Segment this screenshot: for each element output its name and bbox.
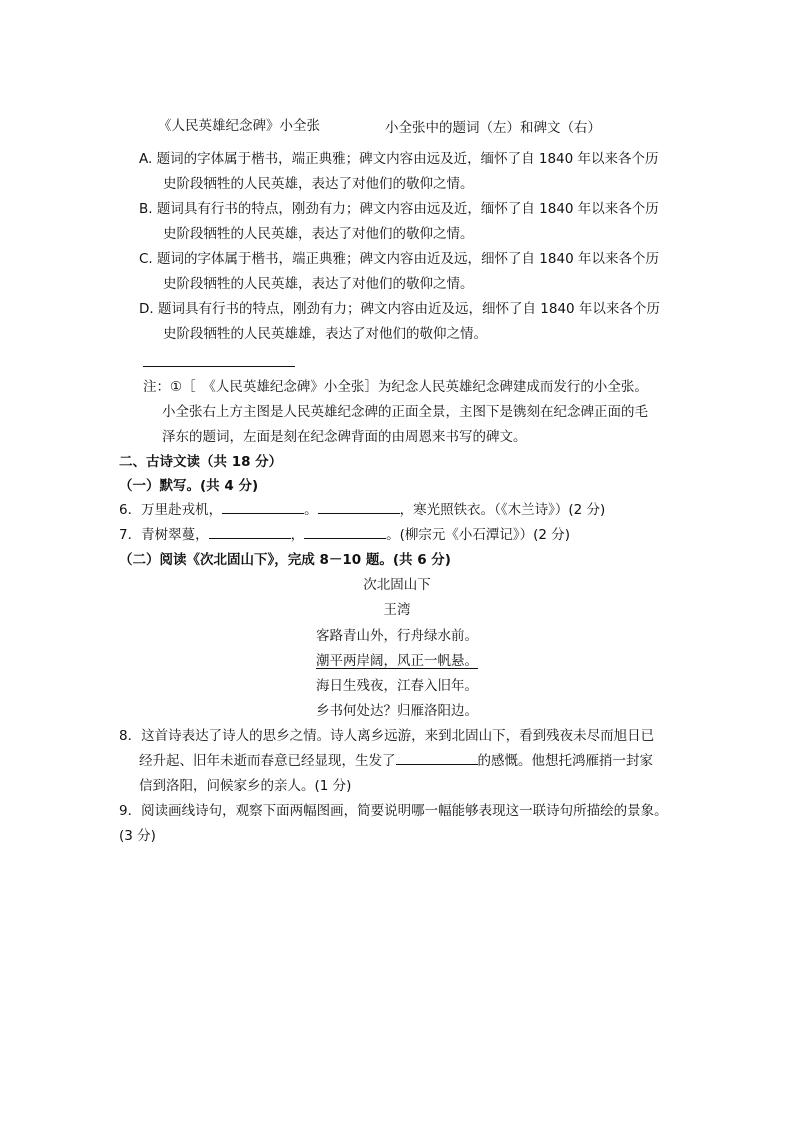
q8-prefix: 经升起、旧年未逝而春意已经显现，生发了 [139, 753, 396, 769]
caption-left: 《人民英雄纪念碑》小全张 [158, 118, 320, 134]
footnote-line-2: 小全张右上方主图是人民英雄纪念碑的正面全景，主图下是镌刻在纪念碑正面的毛 [162, 404, 648, 420]
q7-prefix: 7．青树翠蔓， [119, 527, 209, 543]
option-text: 题词具有行书的特点，刚劲有力；碑文内容由近及远，细怀了自 1840 年以来各个历 [157, 301, 660, 317]
option-text: 题词的字体属于楷书，端正典雅；碑文内容由近及远，细怀了自 1840 年以来各个历 [157, 251, 659, 267]
q7-blank-2[interactable] [304, 524, 386, 539]
option-text: 题词具有行书的特点，刚劲有力；碑文内容由远及近，缅怀了自 1840 年以来各个历 [156, 201, 659, 217]
option-text-cont: 史阶段牺牲的人民英雄，表达了对他们的敬仰之情。 [163, 176, 474, 192]
poem-line-1: 客路青山外，行舟绿水前。 [316, 628, 478, 644]
subsection-heading-dictation: （一）默写。(共 4 分) [119, 478, 259, 494]
question-7 [119, 523, 570, 543]
footnote-divider [143, 366, 295, 367]
q8-blank[interactable] [396, 750, 478, 765]
footnote-line-3: 泽东的题词，左面是刻在纪念碑背面的由周恩来书写的碑文。 [162, 429, 527, 445]
q6-suffix: ，寒光照铁衣。（《木兰诗》）(2 分) [399, 502, 606, 518]
subsection-heading-poem: （二）阅读《次北固山下》，完成 8－10 题。(共 6 分) [119, 552, 451, 568]
poem-author: 王湾 [383, 602, 411, 618]
q7-blank-1[interactable] [209, 524, 291, 539]
poem-line-4: 乡书何处达？归雁洛阳边。 [316, 703, 478, 719]
option-label: B. [139, 201, 153, 217]
question-9-line-1: 9．阅读画线诗句，观察下面两幅图画，简要说明哪一幅能够表现这一联诗句所描绘的景象。 [119, 803, 668, 819]
option-text-cont: 史阶段牺牲的人民英雄雄，表达了对他们的敬仰之情。 [163, 326, 487, 342]
poem-line-3: 海日生残夜，江春入旧年。 [316, 678, 478, 694]
option-d [139, 297, 660, 347]
poem-title: 次北固山下 [363, 577, 431, 593]
q8-suffix: 的感慨。他想托鸿雁捎一封家 [477, 753, 653, 769]
option-a [139, 147, 659, 197]
option-label: D. [139, 301, 154, 317]
footnote-line-1: 注：①［ 《人民英雄纪念碑》小全张］为纪念人民英雄纪念碑建成而发行的小全张。 [143, 379, 648, 395]
option-label: A. [139, 151, 153, 167]
poem-line-2-underlined [0, 649, 794, 669]
option-b [139, 197, 659, 247]
option-text-cont: 史阶段牺牲的人民英雄，表达了对他们的敬仰之情。 [163, 276, 474, 292]
q6-mid: 。 [304, 502, 318, 518]
poem-line-2-text: 潮平两岸阔，风正一帆悬。 [316, 653, 478, 669]
question-8-line-2 [139, 749, 653, 769]
option-label: C. [139, 251, 153, 267]
q7-suffix: 。(柳宗元《小石潭记》）(2 分) [386, 527, 571, 543]
question-6 [119, 498, 605, 518]
caption-right: 小全张中的题词（左）和碑文（右） [385, 120, 601, 136]
question-9-line-2: (3 分) [119, 828, 156, 844]
question-8-line-1: 8．这首诗表达了诗人的思乡之情。诗人离乡远游，来到北固山下，看到残夜未尽而旭日已 [119, 728, 655, 744]
section-heading: 二、古诗文读（共 18 分） [119, 454, 283, 470]
q6-prefix: 6．万里赴戎机， [119, 502, 223, 518]
question-8-line-3: 信到洛阳，问候家乡的亲人。(1 分) [139, 778, 352, 794]
q6-blank-1[interactable] [222, 499, 304, 514]
option-text-cont: 史阶段牺牲的人民英雄，表达了对他们的敬仰之情。 [163, 226, 474, 242]
q6-blank-2[interactable] [318, 499, 400, 514]
q7-mid: ， [290, 527, 305, 543]
option-c [139, 247, 659, 297]
option-text: 题词的字体属于楷书，端正典雅；碑文内容由远及近，缅怀了自 1840 年以来各个历 [156, 151, 659, 167]
